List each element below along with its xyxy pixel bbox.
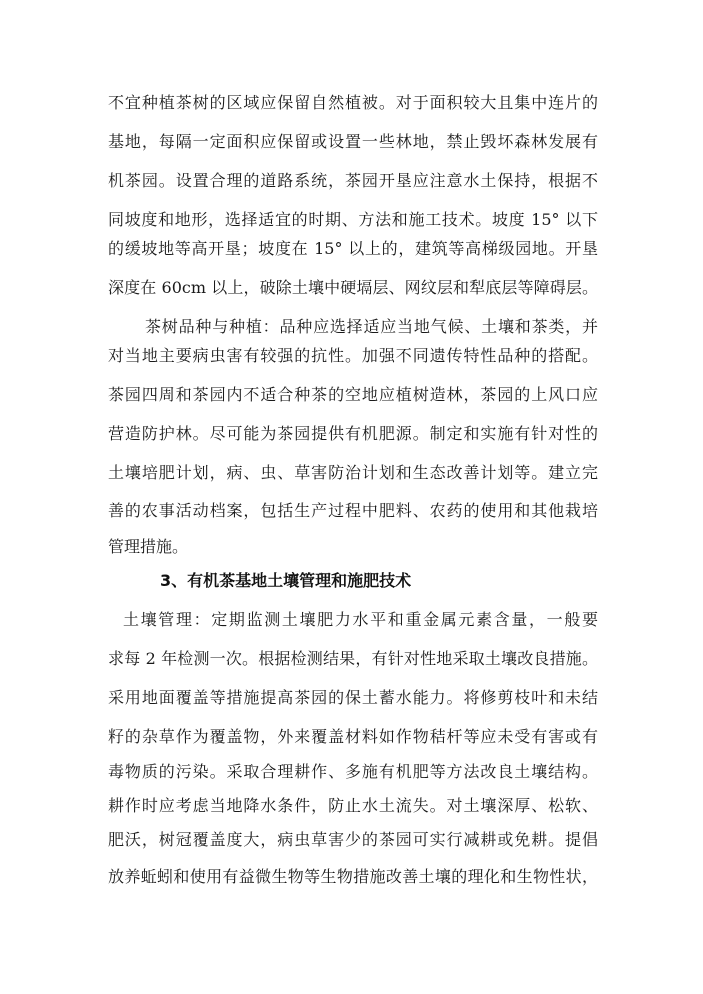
- paragraph-line: 深度在 60cm 以上，破除土壤中硬塥层、网纹层和犁底层等障碍层。: [108, 278, 598, 297]
- paragraph-line: 管理措施。: [108, 537, 189, 556]
- paragraph-line: 肥沃，树冠覆盖度大，病虫草害少的茶园可实行减耕或免耕。提倡: [108, 830, 598, 849]
- paragraph-line: 毒物质的污染。采取合理耕作、多施有机肥等方法改良土壤结构。: [108, 762, 598, 781]
- paragraph-line: 不宜种植茶树的区域应保留自然植被。对于面积较大且集中连片的: [108, 93, 598, 112]
- paragraph-line: 茶园四周和茶园内不适合种茶的空地应植树造林，茶园的上风口应: [108, 385, 598, 404]
- paragraph-line: 籽的杂草作为覆盖物，外来覆盖材料如作物秸杆等应未受有害或有: [108, 727, 598, 746]
- paragraph-line: 机茶园。设置合理的道路系统，茶园开垦应注意水土保持，根据不: [108, 171, 598, 190]
- section-heading: 3、有机茶基地土壤管理和施肥技术: [160, 571, 412, 590]
- paragraph-line: 耕作时应考虑当地降水条件，防止水土流失。对土壤深厚、松软、: [108, 796, 598, 815]
- paragraph-line: 求每 2 年检测一次。根据检测结果，有针对性地采取土壤改良措施。: [108, 649, 598, 668]
- paragraph-line: 土壤管理：定期监测土壤肥力水平和重金属元素含量，一般要: [123, 610, 598, 629]
- paragraph-line: 基地，每隔一定面积应保留或设置一些林地，禁止毁坏森林发展有: [108, 132, 598, 151]
- paragraph-line: 放养蚯蚓和使用有益微生物等生物措施改善土壤的理化和生物性状，: [108, 867, 598, 886]
- paragraph-line: 营造防护林。尽可能为茶园提供有机肥源。制定和实施有针对性的: [108, 424, 598, 443]
- paragraph-line: 茶树品种与种植：品种应选择适应当地气候、土壤和茶类，并: [145, 317, 598, 336]
- paragraph-line: 对当地主要病虫害有较强的抗性。加强不同遗传特性品种的搭配。: [108, 346, 598, 365]
- paragraph-line: 同坡度和地形，选择适宜的时期、方法和施工技术。坡度 15° 以下: [108, 210, 598, 229]
- paragraph-line: 采用地面覆盖等措施提高茶园的保土蓄水能力。将修剪枝叶和未结: [108, 688, 598, 707]
- paragraph-line: 土壤培肥计划，病、虫、草害防治计划和生态改善计划等。建立完: [108, 463, 598, 482]
- paragraph-line: 善的农事活动档案，包括生产过程中肥料、农药的使用和其他栽培: [108, 501, 598, 520]
- paragraph-line: 的缓坡地等高开垦；坡度在 15° 以上的，建筑等高梯级园地。开垦: [108, 239, 598, 258]
